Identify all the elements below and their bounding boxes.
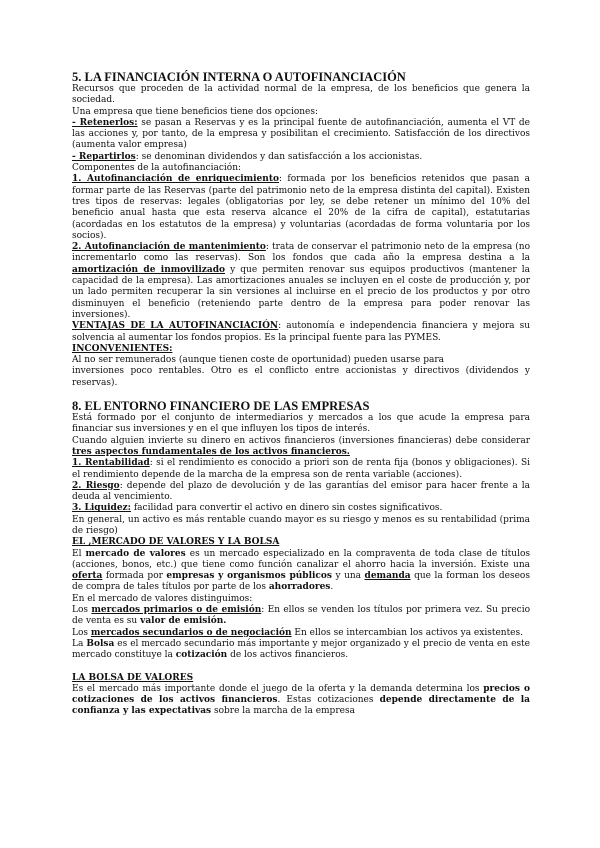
option-retenerlos: - Retenerlos: se pasan a Reservas y es la principal fuente de autofinanciación, aumenta el VT de las acciones y, por tanto, de la empresa y posibilitan el crecimiento. Satisfacción de los directivos (aumenta valor empresa) <box>72 117 530 151</box>
paragraph: Una empresa que tiene beneficios tiene dos opciones: <box>72 106 319 117</box>
paragraph: En el mercado de valores distinguimos: <box>72 593 253 604</box>
bolsa-heading: LA BOLSA DE VALORES <box>72 672 194 683</box>
paragraph: La Bolsa es el mercado secundario más importante y mejor organizado y el precio de venta en este mercado constituye la cotización de los activos financieros. <box>72 638 531 661</box>
paragraph: Componentes de la autofinanciación: <box>72 163 242 174</box>
paragraph: Al no ser remunerados (aunque tienen coste de oportunidad) pueden usarse para <box>72 355 445 366</box>
paragraph: El mercado de valores es un mercado especializado en la compraventa de toda clase de títulos (acciones, bonos, etc.) que tiene como función canalizar el ahorro hacia la inversión. Existe una oferta formada por empresas y organismos públicos y una demanda que la forman los deseos de compra de tales títulos por parte de los ahorradores. <box>72 548 531 593</box>
component-mantenimiento: 2. Autofinanciación de mantenimiento: trata de conservar el patrimonio neto de la empresa (no incrementarlo como las reservas). Son los fondos que cada año la empresa destina a la amortización de inmovilizado y que permiten renovar sus equipos productivos (mantener la capacidad de la empresa). Las amortizaciones anuales se incluyen en el coste de producción y, por un lado permiten recuperar la sin versiones al incluirse en el precio de los productos y por otro disminuyen el beneficio (reteniendo parte dentro de la empresa para poder renovar las inversiones). <box>72 242 530 320</box>
aspect-riesgo: 2. Riesgo: depende del plazo de devolución y de las garantías del emisor para hacer frente a la deuda al vencimiento. <box>72 480 530 503</box>
paragraph: En general, un activo es más rentable cuando mayor es su riesgo y menos es su rentabilidad (prima de riesgo) <box>72 514 530 536</box>
mercados-secundarios: Los mercados secundarios o de negociación En ellos se intercambian los activos ya existentes. <box>72 627 523 638</box>
mercado-heading: EL ,MERCADO DE VALORES Y LA BOLSA <box>72 537 280 548</box>
mercados-primarios: Los mercados primarios o de emisión: En ellos se venden los títulos por primera vez. Su precio de venta es su valor de emisión. <box>72 605 530 627</box>
paragraph: Cuando alguien invierte su dinero en activos financieros (inversiones financieras) debe considerar tres aspectos fundamentales de los activos financieros. <box>72 435 530 457</box>
inconvenientes-heading: INCONVENIENTES: <box>72 343 173 354</box>
paragraph: Es el mercado más importante donde el juego de la oferta y la demanda determina los precios o cotizaciones de los activos financieros. Estas cotizaciones depende directamente de la confianza y las expectativas sobre la marcha de la empresa <box>72 683 530 717</box>
document-page <box>72 70 530 718</box>
section-5-title: 5. LA FINANCIACIÓN INTERNA O AUTOFINANCIACIÓN <box>72 70 406 84</box>
aspect-rentabilidad: 1. Rentabilidad: si el rendimiento es conocido a priori son de renta fija (bonos y obligaciones). Si el rendimiento depende de la marcha de la empresa son de renta variable (acciones). <box>72 458 530 480</box>
aspect-liquidez: 3. Liquidez: facilidad para convertir el activo en dinero sin costes significativos. <box>72 503 443 514</box>
paragraph: inversiones poco rentables. Otro es el conflicto entre accionistas y directivos (dividendos y reservas). <box>72 366 530 388</box>
paragraph: Recursos que proceden de la actividad normal de la empresa, de los beneficios que genera la sociedad. <box>72 84 530 106</box>
component-enriquecimiento: 1. Autofinanciación de enriquecimiento: formada por los beneficios retenidos que pasan a formar parte de las Reservas (parte del patrimonio neto de la empresa distinta del capital). Existen tres tipos de reservas: legales (obligatorias por ley, se debe retener un mínimo del 10% del beneficio anual hasta que esta reserva alcance el 20% de la cifra de capital), estatutarias (acordadas en los estatutos de la empresa) y voluntarias (acordadas de forma voluntaria por los socios). <box>72 174 531 241</box>
option-repartirlos: - Repartirlos: se denominan dividendos y dan satisfacción a los accionistas. <box>72 151 423 162</box>
section-8-title: 8. EL ENTORNO FINANCIERO DE LAS EMPRESAS <box>72 399 370 414</box>
ventajas: VENTAJAS DE LA AUTOFINANCIACIÓN: autonomía e independencia financiera y mejora su solvencia al aumentar los fondos propios. Es la principal fuente para las PYMES. <box>72 321 530 343</box>
paragraph: Está formado por el conjunto de intermediarios y mercados a los que acude la empresa para financiar sus inversiones y en el que influyen los tipos de interés. <box>72 413 530 435</box>
